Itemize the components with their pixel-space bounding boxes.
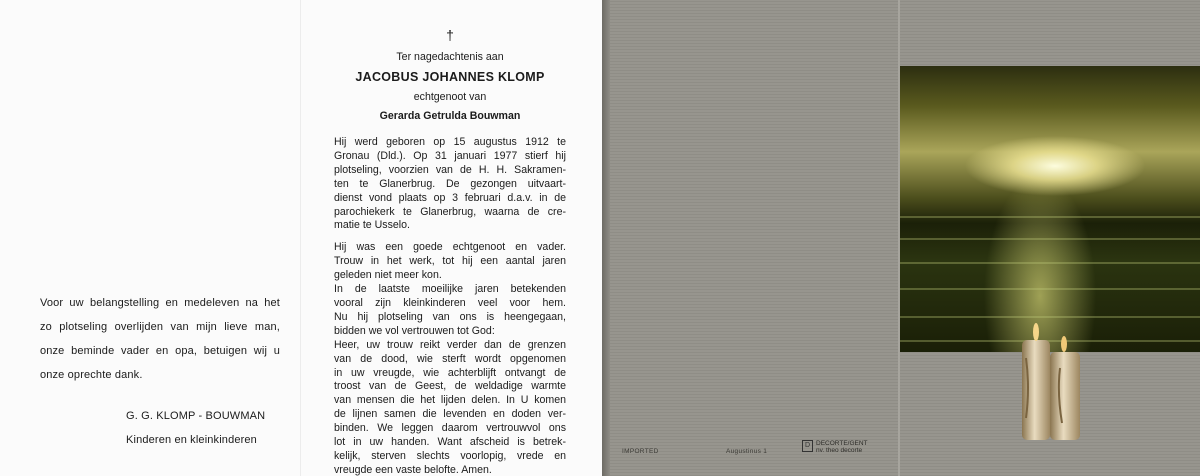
prayer-line: in uw vreugde, wie achterblijft ontvangt de [334, 366, 566, 379]
imported-label: IMPORTED [622, 448, 659, 455]
prayer-line: Nu hij plotseling van ons is heengegaan, [334, 310, 566, 323]
prayer-line: binden. We leggen daarom vertrouwvol ons [334, 422, 566, 435]
bio-line: parochiekerk te Glanerbrug, waarna de cre- [334, 205, 566, 218]
publisher-label [816, 440, 868, 454]
signature-sub: Kinderen en kleinkinderen [126, 434, 257, 446]
deceased-name: JACOBUS JOHANNES KLOMP [355, 70, 545, 84]
bio-line: matie te Usselo. [334, 219, 410, 232]
publisher-logo-icon: D [802, 440, 813, 452]
bio-line: plotseling, voorzien van de H. H. Sakramen- [334, 163, 566, 176]
prayer-line: Hij was een goede echtgenoot en vader. [334, 241, 566, 254]
thanks-line: zo plotseling overlijden van mijn lieve man, [40, 321, 280, 333]
prayer-line: Heer, uw trouw reikt verder dan de grenzen [334, 338, 566, 351]
candles-icon [1020, 318, 1090, 448]
prayer-line: geleden niet meer kon. [334, 269, 442, 282]
bio-line: Hij werd geboren op 15 augustus 1912 te [334, 136, 566, 148]
series-label: Augustinus 1 [726, 448, 768, 455]
prayer-line: van mensen die het lijden delen. In U komen [334, 394, 566, 407]
prayer-line: kelijk, sterven slechts voorlopig, vrede en [334, 449, 566, 462]
fold-line [300, 0, 301, 476]
cross-icon: † [446, 27, 454, 43]
bio-line: ten te Glanerbrug. De gezongen uitvaart- [334, 177, 566, 190]
prayer-line: vooral zijn kleinkinderen veel voor hem. [334, 296, 566, 309]
bio-line: dienst vond plaats op 3 februari d.a.v. in de [334, 191, 566, 204]
prayer-line: de lijnen samen die levenden en doden ver- [334, 408, 566, 421]
spouse-name: Gerarda Getrulda Bouwman [379, 110, 521, 122]
prayer-line: bidden we vol vertrouwen tot God: [334, 324, 495, 337]
prayer-line: lot in uw handen. Want afscheid is betrek- [334, 436, 566, 449]
spouse-label: echtgenoot van [413, 91, 487, 103]
thanks-block [40, 291, 280, 452]
memorial-intro: Ter nagedachtenis aan [396, 51, 504, 63]
page-edge [602, 0, 610, 476]
signature: G. G. KLOMP - BOUWMAN [126, 410, 266, 422]
biography-paragraph [334, 136, 566, 233]
prayer-paragraph [334, 241, 566, 476]
thanks-line: onze oprechte dank. [40, 369, 143, 381]
bio-line: Gronau (Dld.). Op 31 januari 1977 stierf hij [334, 149, 566, 162]
publisher-line: nv. theo decorte [816, 447, 863, 454]
prayer-line: vreugde een vaste belofte. Amen. [334, 463, 492, 476]
prayer-line: Trouw in het werk, tot hij een aantal jaren [334, 255, 566, 268]
prayer-line: troost van de Geest, de weldadige warmte [334, 380, 566, 393]
memorial-text [334, 26, 566, 476]
prayer-line: van de dood, wie sterft wordt opgenomen [334, 352, 566, 365]
thanks-line: onze beminde vader en opa, betuigen wij u [40, 345, 280, 357]
prayer-line: In de laatste moeilijke jaren betekenden [334, 283, 566, 296]
publisher-line: DECORTE/GENT [816, 440, 868, 447]
cover-page [602, 0, 1200, 476]
thanks-line: Voor uw belangstelling en medeleven na het [40, 297, 280, 309]
sunset-sea-photo [900, 66, 1200, 352]
